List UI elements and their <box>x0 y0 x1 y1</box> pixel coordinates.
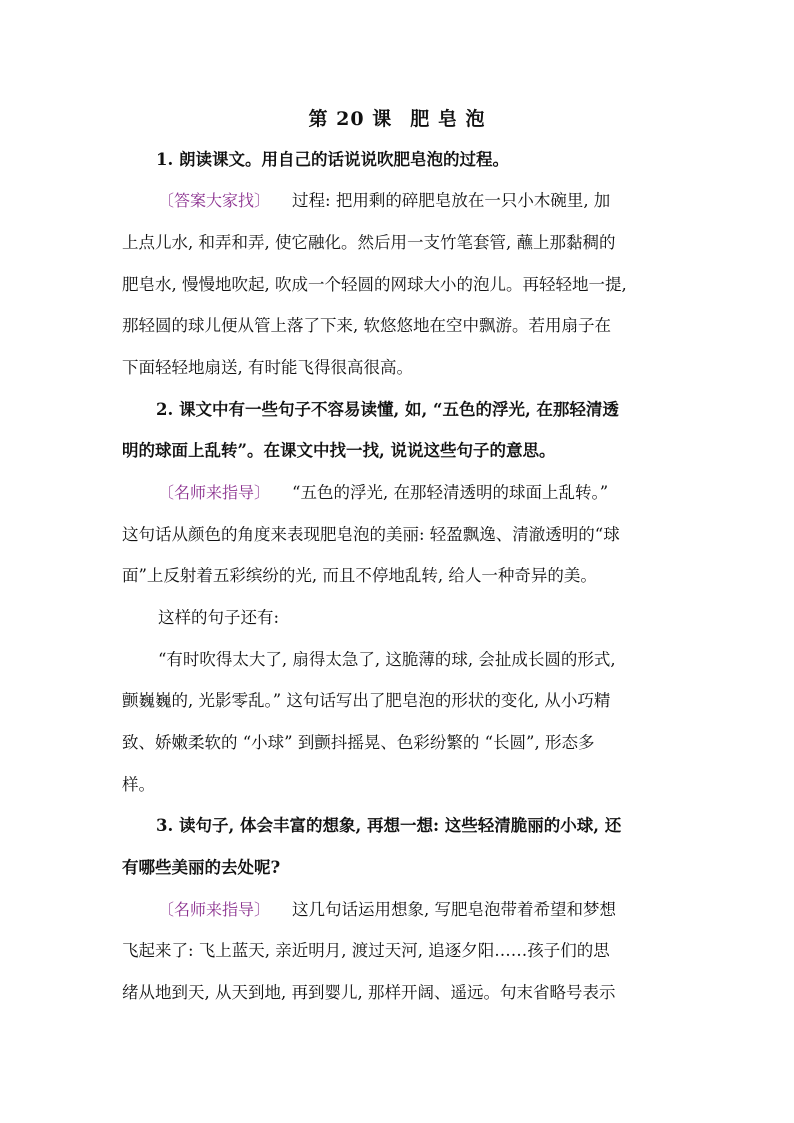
answer-1-line-4: 那轻圆的球儿便从管上落了下来, 软悠悠地在空中飘游。若用扇子在 <box>122 316 611 335</box>
question-1: 1. 朗读课文。用自己的话说说吹肥皂泡的过程。 <box>156 150 509 169</box>
answer-2-line-8: 样。 <box>122 775 155 794</box>
answer-2-line-2: 这句话从颜色的角度来表现肥皂泡的美丽: 轻盈飘逸、清澈透明的“球 <box>122 525 620 544</box>
lesson-title <box>0 104 794 131</box>
answer-2-line-6: 颤巍巍的, 光影零乱。” 这句话写出了肥皂泡的形状的变化, 从小巧精 <box>122 691 611 710</box>
answer-1-line-5: 下面轻轻地扇送, 有时能飞得很高很高。 <box>122 358 413 377</box>
answer-2-text: “五色的浮光, 在那轻清透明的球面上乱转。” <box>292 483 609 502</box>
answer-2-line-3: 面”上反射着五彩缤纷的光, 而且不停地乱转, 给人一种奇异的美。 <box>122 566 597 585</box>
answer-3-line-3: 绪从地到天, 从天到地, 再到婴儿, 那样开阔、遥远。句末省略号表示 <box>122 983 616 1002</box>
guide-tag: 〔名师来指导〕 <box>158 900 271 919</box>
answer-2-line-7: 致、娇嫩柔软的 “小球” 到颤抖摇晃、色彩纷繁的 “长圆”, 形态多 <box>122 733 595 752</box>
answer-2-first-line <box>158 482 718 504</box>
answer-1-text: 过程: 把用剩的碎肥皂放在一只小木碗里, 加 <box>292 191 611 210</box>
answer-tag: 〔答案大家找〕 <box>158 191 271 210</box>
question-3-line-1: 3. 读句子, 体会丰富的想象, 再想一想: 这些轻清脆丽的小球, 还 <box>156 816 622 835</box>
lesson-number: 第 20 课 <box>308 108 393 130</box>
question-3-line-2: 有哪些美丽的去处呢? <box>122 858 281 877</box>
answer-1-line-3: 肥皂水, 慢慢地吹起, 吹成一个轻圆的网球大小的泡儿。再轻轻地一提, <box>122 275 627 294</box>
answer-1-first-line <box>158 190 718 212</box>
answer-2-line-5: “有时吹得太大了, 扇得太急了, 这脆薄的球, 会扯成长圆的形式, <box>158 650 616 669</box>
guide-tag: 〔名师来指导〕 <box>158 483 271 502</box>
answer-3-text: 这几句话运用想象, 写肥皂泡带着希望和梦想 <box>292 900 617 919</box>
answer-2-line-4: 这样的句子还有: <box>158 608 280 627</box>
answer-3-first-line <box>158 899 718 921</box>
answer-3-line-2: 飞起来了: 飞上蓝天, 亲近明月, 渡过天河, 追逐夕阳……孩子们的思 <box>122 941 610 960</box>
answer-1-line-2: 上点儿水, 和弄和弄, 使它融化。然后用一支竹笔套管, 蘸上那黏稠的 <box>122 233 616 252</box>
question-2-line-2: 明的球面上乱转”。在课文中找一找, 说说这些句子的意思。 <box>122 441 556 460</box>
lesson-name: 肥 皂 泡 <box>410 108 486 130</box>
question-2-line-1: 2. 课文中有一些句子不容易读懂, 如, “五色的浮光, 在那轻清透 <box>156 400 619 419</box>
